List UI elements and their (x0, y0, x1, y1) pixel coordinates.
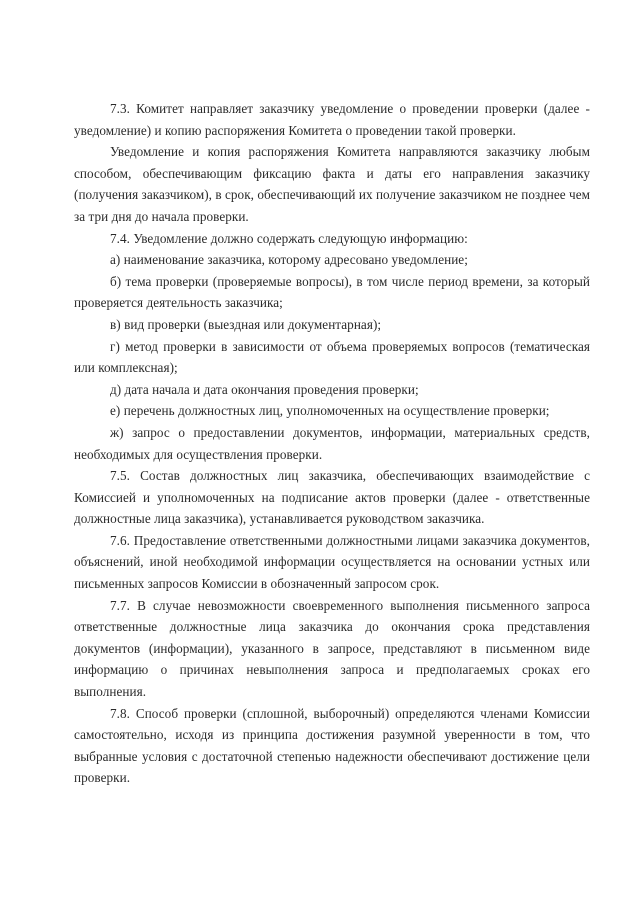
paragraph-7-7: 7.7. В случае невозможности своевременного выполнения письменного запроса ответственные должностные лица заказчика до окончания срока представления документов (информации), указанного в запросе, представляют в письменном виде информацию о причинах невыполнения запроса и предполагаемых сроках его выполнения. (74, 597, 590, 700)
list-item-zh: ж) запрос о предоставлении документов, информации, материальных средств, необходимых для осуществления проверки. (74, 424, 590, 462)
list-item-g: г) метод проверки в зависимости от объема проверяемых вопросов (тематическая или комплексная); (74, 338, 590, 376)
paragraph-7-4: 7.4. Уведомление должно содержать следующую информацию: (110, 230, 468, 246)
document-body (74, 98, 590, 789)
paragraph-7-5: 7.5. Состав должностных лиц заказчика, обеспечивающих взаимодействие с Комиссией и уполномоченных на подписание актов проверки (далее - ответственные должностные лица заказчика), устанавливается руководством заказчика. (74, 468, 590, 527)
list-item-d: д) дата начала и дата окончания проведения проверки; (110, 381, 419, 397)
paragraph-notification-delivery: Уведомление и копия распоряжения Комитета направляются заказчику любым способом, обеспечивающим фиксацию факта и даты его направления заказчику (получения заказчиком), в срок, обеспечивающий их получение заказчиком не позднее чем за три дня до начала проверки. (74, 144, 591, 224)
list-item-b: б) тема проверки (проверяемые вопросы), в том числе период времени, за который проверяется деятельность заказчика; (74, 273, 590, 311)
list-item-e: е) перечень должностных лиц, уполномоченных на осуществление проверки; (110, 403, 550, 419)
list-item-v: в) вид проверки (выездная или документарная); (110, 316, 382, 332)
paragraph-7-3: 7.3. Комитет направляет заказчику уведомление о проведении проверки (далее - уведомление) и копию распоряжения Комитета о проведении такой проверки. (74, 101, 590, 138)
paragraph-7-8: 7.8. Способ проверки (сплошной, выборочный) определяются членами Комиссии самостоятельно, исходя из принципа достижения разумной уверенности в том, что выбранные условия с достаточной степенью надежности обеспечивают достижение цели проверки. (74, 705, 590, 786)
paragraph-7-6: 7.6. Предоставление ответственными должностными лицами заказчика документов, объяснений, иной необходимой информации осуществляется на основании устных или письменных запросов Комиссии в обозначенный запросом срок. (74, 532, 590, 592)
list-item-a: а) наименование заказчика, которому адресовано уведомление; (110, 252, 468, 268)
